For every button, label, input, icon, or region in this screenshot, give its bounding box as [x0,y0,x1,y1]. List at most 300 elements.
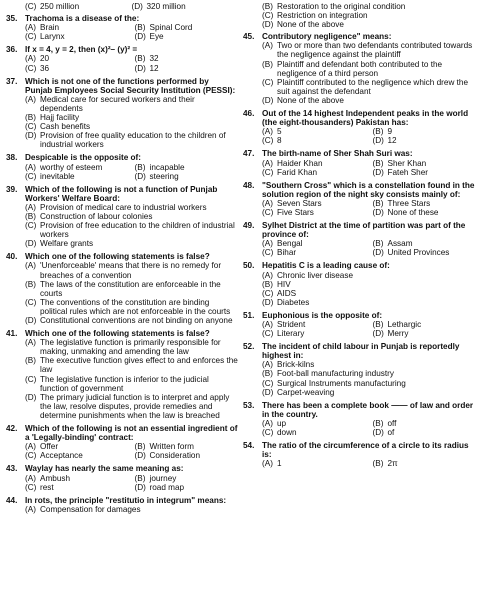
option-text: United Provinces [387,248,450,258]
option-letter: (A) [25,261,36,271]
question-stem [6,14,238,23]
question-text: Contributory negligence" means: [262,32,392,42]
option [25,356,238,374]
option-text: 32 [149,54,159,64]
option [25,212,238,221]
option [25,298,238,316]
question-item [243,221,477,257]
question-list [6,14,238,514]
question-text: Waylay has nearly the same meaning as: [25,464,184,474]
option-text: off [387,418,397,428]
option-text: Ambush [40,473,71,483]
answer-options [243,41,477,105]
option-letter: (C) [25,63,37,73]
question-stem [6,464,238,473]
option-letter: (B) [372,239,384,249]
question-stem [243,32,477,41]
option-text: Lethargic [387,320,422,329]
option-text: HIV [277,279,291,289]
option-letter: (A) [262,270,273,280]
option [25,221,238,239]
option-letter: (C) [25,374,37,384]
question-text: Which of the following is not a function of Punjab Workers' Welfare Board: [25,184,218,203]
option-letter: (C) [25,122,37,132]
option-text: Larynx [40,32,65,42]
option-letter: (D) [134,32,146,42]
option-text: Eye [149,32,164,42]
question-text: Despicable is the opposite of: [25,153,142,163]
answer-options [243,199,477,217]
answer-options [6,338,238,420]
question-text: There has been a complete book —— of law and order in the country. [262,400,474,419]
option-text: Plaintiff and defendant both contributed to the negligence of a third person [277,59,443,78]
option-letter: (C) [262,136,274,146]
answer-options [6,23,238,41]
option [373,248,477,257]
question-number: 48. [243,180,255,190]
option [262,239,367,248]
option-text: Strident [277,320,306,329]
option [132,2,239,11]
option [373,159,477,168]
question-text: Euphonious is the opposite of: [262,310,383,320]
option-letter: (B) [372,459,384,469]
question-stem [243,311,477,320]
option-text: Sher Khan [387,158,427,168]
option-letter: (D) [131,2,143,11]
option-text: rest [40,482,54,492]
option-letter: (C) [262,288,274,298]
option-letter: (B) [262,2,273,11]
option [25,64,129,73]
option-letter: (B) [134,442,146,452]
option-text: Provision of free education to the children of industrial workers [40,221,235,240]
option-letter: (C) [25,482,37,492]
option-letter: (D) [372,428,384,438]
option [25,338,238,356]
question-text: Trachoma is a disease of the: [25,14,140,24]
option-letter: (B) [134,473,146,483]
option-text: Chronic liver disease [277,270,353,280]
option [25,203,238,212]
option-letter: (D) [25,316,37,325]
option-letter: (D) [134,63,146,73]
question-number: 44. [6,495,18,505]
answer-options [243,271,477,307]
answer-options [6,261,238,325]
question-text: The incident of child labour in Punjab is reportedly highest in: [262,342,460,361]
option-letter: (C) [25,297,37,307]
option-letter: (B) [25,211,36,221]
option-letter: (D) [262,297,274,307]
question-number: 46. [243,109,255,119]
option-text: 5 [277,127,282,137]
option-letter: (B) [25,356,36,366]
option-text: down [277,428,297,438]
option-letter: (A) [25,338,36,348]
option [262,127,367,136]
option [262,388,477,397]
option-text: road map [149,482,185,492]
option-text: Surgical Instruments manufacturing [277,378,406,388]
question-item [243,181,477,217]
option-text: Medical care for secured workers and their dependents [40,94,195,113]
option-letter: (D) [372,248,384,258]
option-letter: (D) [262,20,274,30]
option [262,96,477,105]
question-number: 36. [6,45,18,55]
option [373,127,477,136]
question-number: 41. [6,329,18,339]
option-text: None of the above [277,20,344,30]
question-item [6,185,238,249]
option [25,54,129,63]
answer-options [6,163,238,181]
option-letter: (A) [25,23,36,33]
option-text: Offer [40,442,59,452]
option-letter: (B) [372,198,384,208]
question-stem [243,109,477,127]
question-stem [243,181,477,199]
option-text: Foot-ball manufacturing industry [277,369,394,379]
option-text: The legislative function is inferior to the judicial function of government [40,374,209,393]
option-text: Plaintiff contributed to the negligence which drew the suit against the defendant [277,77,469,96]
question-stem [243,441,477,459]
option [25,505,238,514]
question-number: 52. [243,342,255,352]
option-letter: (B) [262,369,273,379]
option-letter: (A) [262,127,273,137]
option-text: Hajj facility [40,113,80,123]
question-stem [6,424,238,442]
option-text: Brick-kilns [277,360,315,370]
option [262,320,367,329]
option-text: Provision of free quality education to the children of industrial workers [40,131,226,150]
answer-options [243,239,477,257]
option-text: The legislative function is primarily responsible for making, unmaking and amending the law [40,338,221,357]
option [373,329,477,338]
option [25,474,129,483]
option-text: Spinal Cord [149,23,193,33]
option-text: Acceptance [40,451,83,461]
option [262,459,367,468]
option-text: The conventions of the constitution are binding political rules which are not enforceable in the courts [40,297,231,316]
option [262,2,477,11]
option-letter: (A) [25,442,36,452]
question-item [243,441,477,468]
option-text: journey [149,473,177,483]
answer-options [6,95,238,150]
option [262,329,367,338]
option [262,159,367,168]
option-text: None of the above [277,95,344,105]
question-number: 42. [6,424,18,434]
option-letter: (D) [25,239,37,249]
option [373,136,477,145]
question-text: Which of the following is not an essential ingredient of a 'Legally-binding' contract: [25,424,238,443]
option-text: Merry [387,329,409,339]
option [373,208,477,217]
option [25,280,238,298]
option [135,172,239,181]
option-letter: (B) [262,279,273,289]
option-letter: (D) [372,207,384,217]
answer-options [6,474,238,492]
question-text: Which one of the following statements is false? [25,329,210,339]
option-letter: (B) [134,54,146,64]
option-letter: (C) [262,207,274,217]
answer-options [243,419,477,437]
option-letter: (B) [372,418,384,428]
option [25,2,132,11]
option-text: incapable [149,162,185,172]
option-letter: (D) [134,482,146,492]
option-letter: (D) [25,131,37,141]
option-letter: (A) [262,198,273,208]
option-letter: (A) [25,94,36,104]
question-item [243,311,477,338]
option [135,451,239,460]
option-text: 12 [149,63,159,73]
question-item [6,153,238,180]
question-text: Out of the 14 highest Independent peaks in the world (the eight-thousanders) Pakistan has: [262,109,469,128]
option-text: Assam [387,239,413,249]
option-text: 12 [387,136,397,146]
option [262,280,477,289]
option [373,419,477,428]
option-text: AIDS [277,288,297,298]
option-letter: (D) [25,392,37,402]
question-item [243,32,477,105]
option [25,23,129,32]
answer-options [6,54,238,72]
option-letter: (C) [262,248,274,258]
option-letter: (C) [25,32,37,42]
question-stem [243,149,477,158]
question-stem [6,45,238,54]
question-number: 54. [243,441,255,451]
question-text: Sylhet District at the time of partition was part of the province of: [262,221,466,240]
answer-options [243,159,477,177]
option-text: Cash benefits [40,122,91,132]
question-item [6,424,238,460]
option-letter: (C) [262,11,274,21]
option-letter: (B) [372,320,384,329]
question-item [243,261,477,306]
option-text: Three Stars [387,198,431,208]
question-number: 35. [6,14,18,24]
option-letter: (A) [25,473,36,483]
option-letter: (A) [262,418,273,428]
option-letter: (B) [25,113,36,123]
option-text: Compensation for damages [40,504,141,514]
option [135,483,239,492]
option-letter: (C) [262,329,274,339]
answer-options [243,320,477,338]
option-text: Restoration to the original condition [277,2,406,11]
option [25,122,238,131]
option [262,208,367,217]
question-stem [6,153,238,162]
question-text: Hepatitis C is a leading cause of: [262,261,390,271]
option [373,459,477,468]
option [262,136,367,145]
question-item [243,109,477,145]
option [262,41,477,59]
option-letter: (A) [25,504,36,514]
option [25,375,238,393]
question-number: 51. [243,310,255,320]
question-text: Which one of the following statements is false? [25,252,210,262]
question-text: "Southern Cross" which is a constellation found in the solution region of the night sky consists mainly of: [262,180,475,199]
option [262,20,477,29]
option [135,32,239,41]
question-number: 50. [243,261,255,271]
option-text: Two or more than two defendants contributed towards the negligence against the plaintiff [277,41,473,60]
option [135,474,239,483]
option-text: 320 million [146,2,186,11]
option-letter: (B) [134,162,146,172]
option [25,483,129,492]
option-letter: (C) [25,171,37,181]
option-letter: (A) [25,54,36,64]
option [262,289,477,298]
option-text: Construction of labour colonies [40,211,153,221]
question-item [6,252,238,325]
option-text: of [387,428,395,438]
option [262,168,367,177]
option-text: Written form [149,442,194,452]
answer-options [6,203,238,248]
option-text: up [277,418,287,428]
option [135,64,239,73]
question-stem [6,185,238,203]
option-text: Restriction on integration [277,11,368,21]
option-letter: (C) [262,378,274,388]
option-letter: (C) [25,451,37,461]
answer-options [243,459,477,468]
question-text: The birth-name of Sher Shah Suri was: [262,149,413,159]
option-text: Bihar [277,248,297,258]
option [25,172,129,181]
option [25,131,238,149]
question-stem [243,221,477,239]
option-text: Fateh Sher [387,167,429,177]
option [25,393,238,420]
question-text: If x = 4, y = 2, then (x)²– (y)² = [25,45,138,55]
option-text: Literary [277,329,305,339]
option-letter: (A) [25,202,36,212]
option-text: Five Stars [277,207,314,217]
question-text: In rots, the principle "restitutio in integrum" means: [25,495,227,505]
question-item [243,401,477,437]
question-stem [6,252,238,261]
option [262,360,477,369]
option-letter: (C) [25,221,37,231]
question-list [243,32,477,468]
option-text: worthy of esteem [40,162,103,172]
question-number: 47. [243,149,255,159]
option-letter: (B) [25,279,36,289]
option [25,442,129,451]
question-number: 38. [6,153,18,163]
option-text: Provision of medical care to industrial workers [40,202,207,212]
option-letter: (B) [262,59,273,69]
question-stem [243,342,477,360]
option-letter: (C) [262,428,274,438]
option-text: Seven Stars [277,198,322,208]
question-item [6,77,238,150]
option [262,199,367,208]
continued-options [6,2,238,11]
option-text: Bengal [277,239,303,249]
option-letter: (A) [262,239,273,249]
question-item [6,496,238,514]
question-item [6,464,238,491]
option-text: 'Unenforceable' means that there is no remedy for breaches of a convention [40,261,222,280]
question-number: 45. [243,32,255,42]
option-text: 36 [40,63,50,73]
option-text: 20 [40,54,50,64]
option [135,54,239,63]
option-text: inevitable [40,171,75,181]
option [135,163,239,172]
option-text: steering [149,171,179,181]
continued-options [243,2,477,29]
option-text: The executive function gives effect to and enforces the law [40,356,238,375]
option-letter: (C) [262,77,274,87]
option [262,248,367,257]
option-text: Carpet-weaving [277,387,335,397]
option [25,113,238,122]
option-letter: (D) [134,451,146,461]
option [262,369,477,378]
option [373,199,477,208]
option [25,316,238,325]
left-column [6,2,238,518]
option [25,95,238,113]
option-text: None of these [387,207,439,217]
option-letter: (A) [262,320,273,329]
option-letter: (D) [134,171,146,181]
option-text: Welfare grants [40,239,94,249]
option-letter: (D) [372,136,384,146]
option-letter: (D) [262,387,274,397]
question-item [6,329,238,420]
option-letter: (D) [372,167,384,177]
option-text: Farid Khan [277,167,318,177]
option [262,78,477,96]
option [262,298,477,307]
option-text: 1 [277,459,282,469]
option [262,271,477,280]
question-item [243,149,477,176]
option-letter: (B) [134,23,146,33]
option-text: Consideration [149,451,201,461]
answer-options [243,360,477,396]
question-text: The ratio of the circumference of a circle to its radius is: [262,441,469,460]
option [373,320,477,329]
option-letter: (D) [372,329,384,339]
option-letter: (A) [25,162,36,172]
option-letter: (B) [372,127,384,137]
option [25,32,129,41]
question-item [6,45,238,72]
option-text: Diabetes [277,297,310,307]
option [373,428,477,437]
option [135,23,239,32]
question-text: Which is not one of the functions performed by Punjab Employees Social Security Institution (PESSI): [25,76,236,95]
